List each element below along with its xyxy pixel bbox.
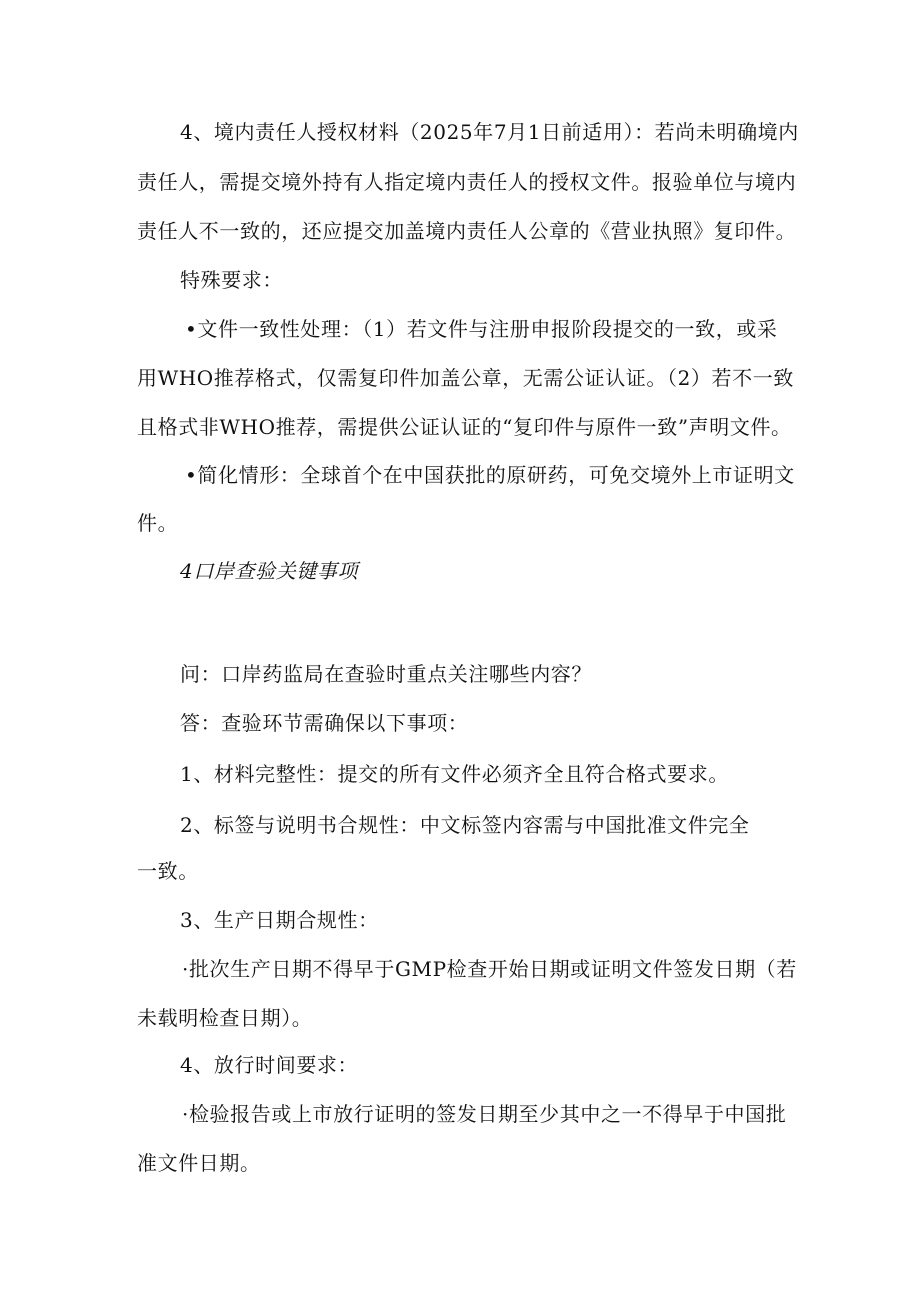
simplified-line-2: 件。 <box>137 511 179 535</box>
answer-text: 答：查验环节需确保以下事项： <box>180 711 469 735</box>
item-4-title: 4、放行时间要求： <box>180 1053 359 1077</box>
item-3-title: 3、生产日期合规性： <box>180 908 379 932</box>
simplified-line-1: •简化情形：全球首个在中国获批的原研药，可免交境外上市证明文 <box>185 463 795 487</box>
item-2-line-2: 一致。 <box>137 859 199 883</box>
item-3-bullet-line-2: 未载明检查日期）。 <box>137 1006 313 1030</box>
consistency-line-1: •文件一致性处理：（1）若文件与注册申报阶段提交的一致，或采 <box>185 317 778 341</box>
question-text: 问：口岸药监局在查验时重点关注哪些内容？ <box>180 662 592 686</box>
section-4-line-1: 4、境内责任人授权材料（2025年7月1日前适用）：若尚未明确境内 <box>180 120 799 144</box>
item-2-line-1: 2、标签与说明书合规性：中文标签内容需与中国批准文件完全 <box>180 813 750 837</box>
item-4-bullet-line-1: ·检验报告或上市放行证明的签发日期至少其中之一不得早于中国批 <box>182 1102 787 1126</box>
item-4-bullet-line-2: 准文件日期。 <box>137 1151 261 1175</box>
item-1-text: 1、材料完整性：提交的所有文件必须齐全且符合格式要求。 <box>180 762 729 786</box>
port-inspection-heading: 4口岸查验关键事项 <box>180 559 359 583</box>
consistency-line-3: 且格式非WHO推荐，需提供公证认证的“复印件与原件一致”声明文件。 <box>137 415 792 439</box>
item-3-bullet-line-1: ·批次生产日期不得早于GMP检查开始日期或证明文件签发日期（若 <box>182 957 797 981</box>
section-4-line-3: 责任人不一致的，还应提交加盖境内责任人公章的《营业执照》复印件。 <box>137 219 797 243</box>
special-requirements-title: 特殊要求： <box>180 268 283 292</box>
section-4-line-2: 责任人，需提交境外持有人指定境内责任人的授权文件。报验单位与境内 <box>137 170 797 194</box>
consistency-line-2: 用WHO推荐格式，仅需复印件加盖公章，无需公证认证。（2）若不一致 <box>137 366 794 390</box>
